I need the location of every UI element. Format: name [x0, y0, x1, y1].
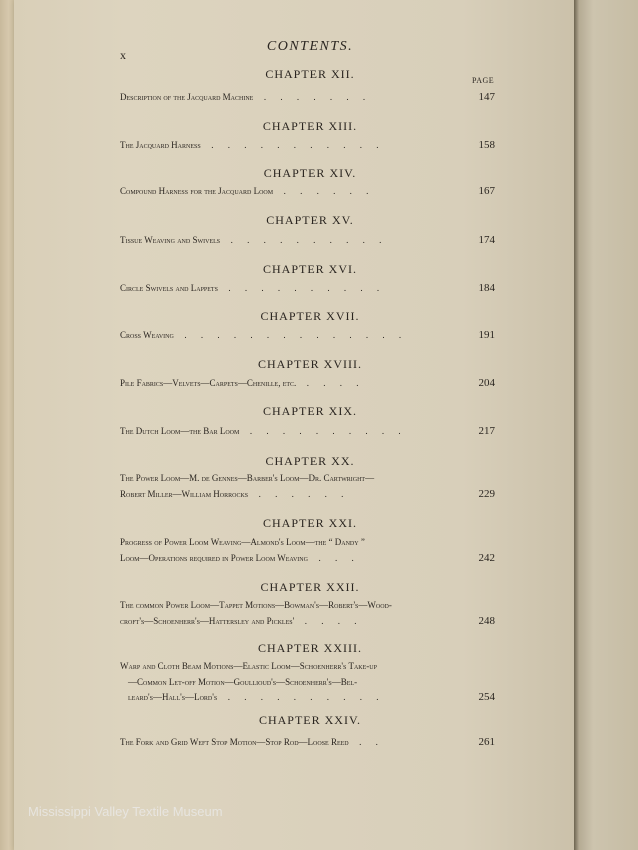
- toc-entry: Description of the Jacquard Machine . . . . . . . 147: [120, 91, 495, 103]
- toc-entry-text: Progress of Power Loom Weaving—Almond's Loom—the “ Dandy ”: [120, 537, 365, 547]
- toc-entry: Circle Swivels and Lappets . . . . . . . . . . 184: [120, 282, 495, 294]
- toc-entry: The Fork and Grid Weft Stop Motion—Stop Rod—Loose Reed . . 261: [120, 736, 495, 748]
- toc-entry-text: The Jacquard Harness: [120, 140, 201, 150]
- chapter-heading: CHAPTER XIII.: [262, 119, 358, 133]
- toc-entry-text: Warp and Cloth Beam Motions—Elastic Loom—Schoenherr's Take-up: [120, 661, 377, 671]
- toc-entry: Pile Fabrics—Velvets—Carpets—Chenille, etc. . . . . 204: [120, 377, 495, 389]
- toc-page-number: 158: [478, 139, 495, 151]
- toc-page-number: 204: [478, 377, 495, 389]
- toc-entry-text: Robert Miller—William Horrocks: [120, 489, 249, 499]
- toc-entry-text: The Fork and Grid Weft Stop Motion—Stop Rod—Loose Reed: [120, 737, 349, 747]
- toc-entry-text: The Power Loom—M. de Gennes—Barber's Loom—Dr. Cartwright—: [120, 473, 375, 483]
- toc-page-number: 254: [478, 691, 495, 703]
- toc-entry: The Dutch Loom—the Bar Loom . . . . . . . . . . 217: [120, 425, 495, 437]
- toc-entry: leard's—Hall's—Lord's . . . . . . . . . . 254: [120, 690, 495, 705]
- toc-entry: [120, 471, 495, 486]
- toc-page-number: 147: [478, 91, 495, 103]
- toc-entry: [120, 659, 495, 674]
- toc-entry: Robert Miller—William Horrocks . . . . . . 229: [120, 488, 495, 500]
- toc-entry: Compound Harness for the Jacquard Loom . . . . . . 167: [120, 185, 495, 197]
- toc-entry-text: —Common Let-off Motion—Goullioud's—Schoenherr's—Bel-: [128, 677, 358, 687]
- toc-entry-text: Tissue Weaving and Swivels: [120, 235, 221, 245]
- chapter-heading: CHAPTER XVIII.: [258, 357, 362, 371]
- toc-entry: croft's—Schoenherr's—Hattersley and Pickles' . . . . 248: [120, 615, 495, 627]
- chapter-heading: CHAPTER XXII.: [260, 580, 360, 594]
- chapter-heading: CHAPTER XX.: [265, 454, 355, 468]
- toc-entry-text: The Dutch Loom—the Bar Loom: [120, 426, 240, 436]
- toc-entry-text: Description of the Jacquard Machine: [120, 92, 254, 102]
- toc-entry-text: Circle Swivels and Lappets: [120, 283, 218, 293]
- toc-entry: [120, 535, 495, 550]
- chapter-heading: CHAPTER XVI.: [262, 262, 357, 276]
- toc-page-number: 174: [478, 234, 495, 246]
- page-number: x: [120, 48, 126, 62]
- toc-entry: [120, 675, 495, 690]
- toc-page-number: 229: [478, 488, 495, 500]
- toc-entry: Loom—Operations required in Power Loom Weaving . . . 242: [120, 552, 495, 564]
- chapter-heading: CHAPTER XIX.: [262, 404, 357, 418]
- toc-page-number: 261: [478, 736, 495, 748]
- toc-entry: Tissue Weaving and Swivels . . . . . . . . . . 174: [120, 234, 495, 246]
- toc-page-number: 248: [478, 615, 495, 627]
- chapter-heading: CHAPTER XVII.: [260, 309, 360, 323]
- toc-entry: [120, 598, 495, 613]
- toc-entry-text: Pile Fabrics—Velvets—Carpets—Chenille, etc.: [120, 378, 297, 388]
- page-title: CONTENTS.: [266, 39, 354, 54]
- toc-entry: Cross Weaving . . . . . . . . . . . . . . 191: [120, 329, 495, 341]
- toc-entry-text: Loom—Operations required in Power Loom Weaving: [120, 553, 308, 563]
- toc-page-number: 242: [478, 552, 495, 564]
- toc-entry-text: Compound Harness for the Jacquard Loom: [120, 186, 274, 196]
- toc-entry-text: The common Power Loom—Tappet Motions—Bowman's—Robert's—Wood-: [120, 600, 392, 610]
- chapter-heading: CHAPTER XII.: [265, 67, 355, 81]
- toc-page-number: 184: [478, 282, 495, 294]
- toc-page-number: 217: [478, 425, 495, 437]
- toc-entry: The Jacquard Harness . . . . . . . . . . . 158: [120, 139, 495, 151]
- toc-page-number: 191: [478, 329, 495, 341]
- watermark: Mississippi Valley Textile Museum: [28, 804, 223, 819]
- page-column-label: PAGE: [472, 76, 495, 85]
- chapter-heading: CHAPTER XXIII.: [258, 641, 362, 655]
- toc-entry-text: croft's—Schoenherr's—Hattersley and Pickles': [120, 616, 295, 626]
- chapter-heading: CHAPTER XIV.: [263, 166, 357, 180]
- toc-page-number: 167: [478, 185, 495, 197]
- chapter-heading: CHAPTER XXIV.: [258, 713, 362, 727]
- chapter-heading: CHAPTER XXI.: [262, 516, 357, 530]
- toc-entry-text: Cross Weaving: [120, 330, 174, 340]
- toc-entry-text: leard's—Hall's—Lord's: [128, 692, 218, 702]
- chapter-heading: CHAPTER XV.: [266, 213, 354, 227]
